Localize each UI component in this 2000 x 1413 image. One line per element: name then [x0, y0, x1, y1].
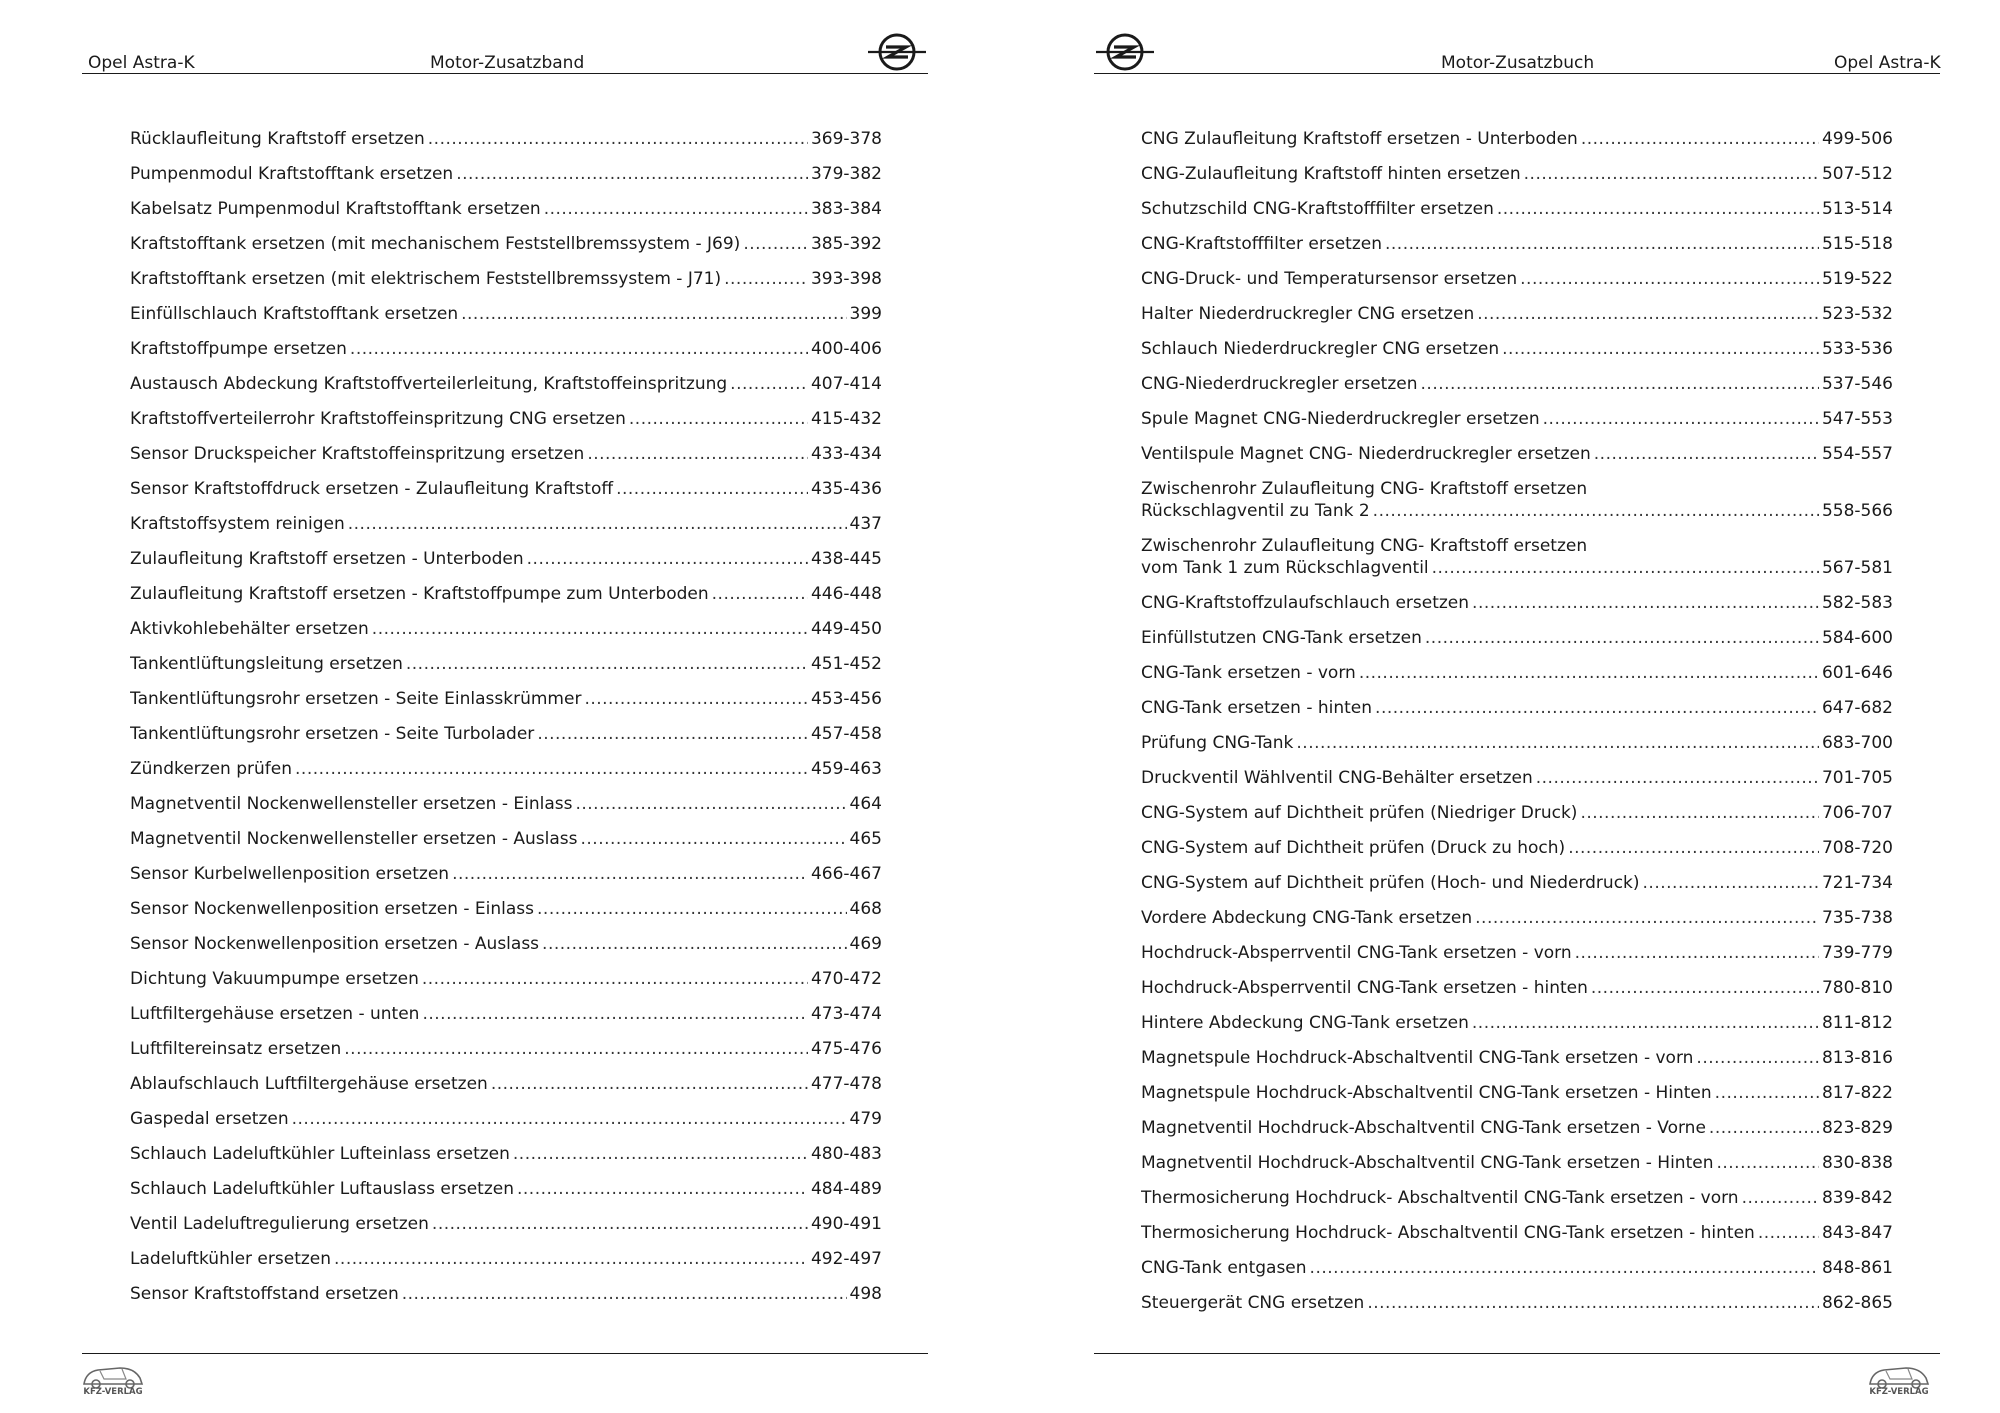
dot-leader	[1373, 500, 1819, 522]
toc-entry-title: Aktivkohlebehälter ersetzen	[130, 619, 369, 639]
toc-entry-pages: 817-822	[1821, 1083, 1893, 1103]
toc-entry-title: Magnetspule Hochdruck-Abschaltventil CNG-Tank ersetzen - vorn	[1141, 1048, 1694, 1068]
toc-list-left	[130, 128, 882, 1318]
toc-entry-title: Sensor Nockenwellenposition ersetzen - Einlass	[130, 899, 535, 919]
toc-entry[interactable]	[1141, 1152, 1893, 1174]
toc-entry[interactable]	[1141, 1187, 1893, 1209]
toc-entry-title: vom Tank 1 zum Rückschlagventil	[1141, 558, 1429, 578]
toc-entry-title: Austausch Abdeckung Kraftstoffverteilerleitung, Kraftstoffeinspritzung	[130, 374, 728, 394]
toc-entry-pages: 457-458	[810, 724, 882, 744]
dot-leader	[1502, 338, 1819, 360]
toc-entry-title: Sensor Kurbelwellenposition ersetzen	[130, 864, 450, 884]
toc-entry-pages: 582-583	[1821, 593, 1893, 613]
dot-leader	[537, 898, 847, 920]
dot-leader	[1296, 732, 1819, 754]
toc-entry-pages: 862-865	[1821, 1293, 1893, 1313]
toc-entry-pages: 490-491	[810, 1214, 882, 1234]
dot-leader	[1536, 767, 1819, 789]
toc-entry-pages: 393-398	[810, 269, 882, 289]
toc-entry-title: Luftfiltergehäuse ersetzen - unten	[130, 1004, 420, 1024]
dot-leader	[1716, 1152, 1819, 1174]
toc-entry[interactable]	[1141, 408, 1893, 430]
dot-leader	[1359, 662, 1819, 684]
toc-entry-title: Pumpenmodul Kraftstofftank ersetzen	[130, 164, 454, 184]
toc-entry-title: Kraftstofftank ersetzen (mit elektrischem Feststellbremssystem - J71)	[130, 269, 722, 289]
toc-entry[interactable]	[130, 583, 882, 605]
toc-entry-pages: 584-600	[1821, 628, 1893, 648]
dot-leader	[1520, 268, 1819, 290]
toc-entry[interactable]	[1141, 268, 1893, 290]
toc-entry[interactable]	[130, 478, 882, 500]
toc-entry[interactable]	[1141, 1117, 1893, 1139]
header-volume: Motor-Zusatzbuch	[1441, 53, 1595, 73]
dot-leader	[1643, 872, 1819, 894]
dot-leader	[1591, 977, 1819, 999]
dot-leader	[527, 548, 808, 570]
toc-entry-title: Kabelsatz Pumpenmodul Kraftstofftank ersetzen	[130, 199, 541, 219]
dot-leader	[1758, 1222, 1819, 1244]
toc-entry-title: Magnetventil Hochdruck-Abschaltventil CNG-Tank ersetzen - Vorne	[1141, 1118, 1706, 1138]
toc-entry[interactable]	[1141, 1292, 1893, 1314]
dot-leader	[1385, 233, 1819, 255]
toc-entry-title: Tankentlüftungsleitung ersetzen	[130, 654, 403, 674]
toc-entry-title-line1: Zwischenrohr Zulaufleitung CNG- Kraftstoff ersetzen	[1141, 536, 1588, 556]
toc-entry-pages: 533-536	[1821, 339, 1893, 359]
dot-leader	[295, 758, 808, 780]
toc-entry-pages: 830-838	[1821, 1153, 1893, 1173]
toc-entry-title: CNG-Zulaufleitung Kraftstoff hinten ersetzen	[1141, 164, 1521, 184]
dot-leader	[542, 933, 847, 955]
toc-entry-title: Prüfung CNG-Tank	[1141, 733, 1294, 753]
toc-entry[interactable]	[1141, 802, 1893, 824]
dot-leader	[491, 1073, 808, 1095]
toc-entry[interactable]	[130, 1283, 882, 1305]
dot-leader	[1524, 163, 1819, 185]
toc-entry[interactable]	[130, 828, 882, 850]
dot-leader	[1581, 128, 1819, 150]
toc-entry-title: Ventil Ladeluftregulierung ersetzen	[130, 1214, 429, 1234]
toc-entry-title: Magnetventil Nockenwellensteller ersetzen - Auslass	[130, 829, 578, 849]
toc-entry-title: Vordere Abdeckung CNG-Tank ersetzen	[1141, 908, 1473, 928]
toc-entry[interactable]	[130, 688, 882, 710]
toc-entry-title: CNG-System auf Dichtheit prüfen (Druck zu hoch)	[1141, 838, 1566, 858]
toc-entry[interactable]	[130, 1248, 882, 1270]
toc-entry-pages: 839-842	[1821, 1188, 1893, 1208]
dot-leader	[1475, 907, 1819, 929]
toc-entry[interactable]	[1141, 592, 1893, 614]
toc-entry-title: Schlauch Ladeluftkühler Lufteinlass ersetzen	[130, 1144, 510, 1164]
toc-entry-title: CNG-Tank ersetzen - hinten	[1141, 698, 1373, 718]
dot-leader	[1543, 408, 1819, 430]
toc-entry[interactable]	[130, 163, 882, 185]
kfz-verlag-logo-icon	[1864, 1358, 1934, 1398]
toc-entry-pages: 469	[849, 934, 882, 954]
header-rule	[1094, 73, 1940, 74]
toc-entry[interactable]	[1141, 767, 1893, 789]
toc-entry[interactable]	[130, 1003, 882, 1025]
dot-leader	[1568, 837, 1819, 859]
toc-entry-title: CNG-Druck- und Temperatursensor ersetzen	[1141, 269, 1518, 289]
toc-entry-title: Hochdruck-Absperrventil CNG-Tank ersetzen - hinten	[1141, 978, 1588, 998]
toc-entry-pages: 537-546	[1821, 374, 1893, 394]
toc-entry-pages: 399	[849, 304, 882, 324]
toc-entry[interactable]	[1141, 697, 1893, 719]
dot-leader	[1575, 942, 1819, 964]
toc-entry-title: CNG-Tank ersetzen - vorn	[1141, 663, 1356, 683]
toc-entry-pages: 400-406	[810, 339, 882, 359]
dot-leader	[402, 1283, 847, 1305]
toc-entry-pages: 558-566	[1821, 501, 1893, 521]
dot-leader	[1375, 697, 1819, 719]
toc-entry-pages: 465	[849, 829, 882, 849]
toc-entry-pages: 721-734	[1821, 873, 1893, 893]
publisher-name: KFZ-VERLAG	[83, 1387, 143, 1397]
toc-entry[interactable]	[130, 933, 882, 955]
toc-entry[interactable]	[130, 1178, 882, 1200]
toc-entry-pages: 484-489	[810, 1179, 882, 1199]
dot-leader	[334, 1248, 808, 1270]
toc-entry-title: Luftfiltereinsatz ersetzen	[130, 1039, 342, 1059]
dot-leader	[581, 828, 847, 850]
toc-entry-title: Zündkerzen prüfen	[130, 759, 293, 779]
toc-entry-title: CNG-Kraftstofffilter ersetzen	[1141, 234, 1382, 254]
toc-entry-pages: 513-514	[1821, 199, 1893, 219]
toc-entry-title: Rückschlagventil zu Tank 2	[1141, 501, 1370, 521]
opel-logo-icon	[866, 32, 928, 72]
toc-entry[interactable]	[1141, 128, 1893, 150]
toc-entry[interactable]	[130, 1073, 882, 1095]
toc-entry-pages: 547-553	[1821, 409, 1893, 429]
toc-entry-title: Kraftstofftank ersetzen (mit mechanischem Feststellbremssystem - J69)	[130, 234, 741, 254]
toc-entry[interactable]	[130, 863, 882, 885]
toc-entry[interactable]	[1141, 478, 1893, 522]
toc-entry[interactable]	[1141, 163, 1893, 185]
toc-entry-pages: 385-392	[810, 234, 882, 254]
toc-entry-pages: 475-476	[810, 1039, 882, 1059]
dot-leader	[1580, 802, 1819, 824]
toc-entry-pages: 468	[849, 899, 882, 919]
toc-entry-pages: 464	[849, 794, 882, 814]
toc-entry-pages: 813-816	[1821, 1048, 1893, 1068]
toc-entry[interactable]	[1141, 732, 1893, 754]
toc-entry-pages: 499-506	[1821, 129, 1893, 149]
dot-leader	[1472, 1012, 1819, 1034]
toc-entry-title: Sensor Kraftstoffstand ersetzen	[130, 1284, 399, 1304]
dot-leader	[372, 618, 808, 640]
toc-entry-pages: 780-810	[1821, 978, 1893, 998]
footer-rule	[1094, 1353, 1940, 1354]
toc-entry-pages: 480-483	[810, 1144, 882, 1164]
right-page	[1000, 0, 2000, 1413]
dot-leader	[513, 1143, 808, 1165]
toc-entry[interactable]	[130, 898, 882, 920]
toc-entry-pages: 449-450	[810, 619, 882, 639]
toc-entry-title: CNG-System auf Dichtheit prüfen (Niedriger Druck)	[1141, 803, 1578, 823]
toc-entry[interactable]	[130, 513, 882, 535]
toc-entry-pages: 459-463	[810, 759, 882, 779]
toc-entry[interactable]	[1141, 627, 1893, 649]
header-volume: Motor-Zusatzband	[430, 53, 585, 73]
dot-leader	[1497, 198, 1819, 220]
dot-leader	[348, 513, 847, 535]
toc-entry[interactable]	[1141, 198, 1893, 220]
toc-entry-title: Magnetventil Nockenwellensteller ersetzen - Einlass	[130, 794, 573, 814]
toc-entry[interactable]	[130, 1108, 882, 1130]
toc-entry[interactable]	[130, 968, 882, 990]
dot-leader	[350, 338, 808, 360]
toc-entry-title: Kraftstoffverteilerrohr Kraftstoffeinspritzung CNG ersetzen	[130, 409, 626, 429]
toc-entry-pages: 519-522	[1821, 269, 1893, 289]
toc-entry[interactable]	[130, 793, 882, 815]
dot-leader	[1421, 373, 1819, 395]
toc-entry[interactable]	[1141, 535, 1893, 579]
toc-entry[interactable]	[130, 723, 882, 745]
toc-entry[interactable]	[130, 1213, 882, 1235]
dot-leader	[629, 408, 808, 430]
toc-entry[interactable]	[1141, 338, 1893, 360]
toc-entry-title: Sensor Kraftstoffdruck ersetzen - Zulaufleitung Kraftstoff	[130, 479, 614, 499]
toc-entry-title: Kraftstoffsystem reinigen	[130, 514, 345, 534]
dot-leader	[1696, 1047, 1819, 1069]
toc-entry[interactable]	[130, 338, 882, 360]
kfz-verlag-logo-icon	[78, 1358, 148, 1398]
toc-entry-title: Einfüllschlauch Kraftstofftank ersetzen	[130, 304, 459, 324]
toc-entry[interactable]	[130, 408, 882, 430]
toc-entry-title: Spule Magnet CNG-Niederdruckregler ersetzen	[1141, 409, 1540, 429]
toc-entry[interactable]	[1141, 942, 1893, 964]
toc-entry-pages: 811-812	[1821, 1013, 1893, 1033]
dot-leader	[344, 1038, 808, 1060]
header-vehicle: Opel Astra-K	[88, 53, 195, 73]
dot-leader	[712, 583, 808, 605]
dot-leader	[587, 443, 808, 465]
dot-leader	[730, 373, 808, 395]
toc-entry-pages: 477-478	[810, 1074, 882, 1094]
toc-entry-title: Schutzschild CNG-Kraftstofffilter ersetzen	[1141, 199, 1494, 219]
toc-entry-pages: 433-434	[810, 444, 882, 464]
toc-entry-title: Tankentlüftungsrohr ersetzen - Seite Einlasskrümmer	[130, 689, 582, 709]
dot-leader	[743, 233, 808, 255]
toc-entry[interactable]	[130, 128, 882, 150]
dot-leader	[432, 1213, 808, 1235]
toc-entry-title: Thermosicherung Hochdruck- Abschaltventil CNG-Tank ersetzen - hinten	[1141, 1223, 1755, 1243]
toc-entry-title: Kraftstoffpumpe ersetzen	[130, 339, 347, 359]
dot-leader	[1367, 1292, 1819, 1314]
toc-entry-pages: 683-700	[1821, 733, 1893, 753]
toc-entry-title: Schlauch Ladeluftkühler Luftauslass ersetzen	[130, 1179, 514, 1199]
toc-entry-pages: 823-829	[1821, 1118, 1893, 1138]
toc-entry-pages: 515-518	[1821, 234, 1893, 254]
toc-entry-pages: 492-497	[810, 1249, 882, 1269]
toc-entry[interactable]	[1141, 977, 1893, 999]
toc-entry[interactable]	[1141, 233, 1893, 255]
toc-entry-pages: 415-432	[810, 409, 882, 429]
toc-entry-title: Halter Niederdruckregler CNG ersetzen	[1141, 304, 1475, 324]
toc-entry[interactable]	[130, 618, 882, 640]
toc-entry-pages: 701-705	[1821, 768, 1893, 788]
toc-entry-pages: 848-861	[1821, 1258, 1893, 1278]
toc-entry-pages: 647-682	[1821, 698, 1893, 718]
toc-entry-pages: 601-646	[1821, 663, 1893, 683]
toc-entry-title: Ladeluftkühler ersetzen	[130, 1249, 332, 1269]
toc-entry-title: Einfüllstutzen CNG-Tank ersetzen	[1141, 628, 1422, 648]
toc-entry-title: Magnetspule Hochdruck-Abschaltventil CNG-Tank ersetzen - Hinten	[1141, 1083, 1712, 1103]
toc-entry-title: Gaspedal ersetzen	[130, 1109, 289, 1129]
toc-entry[interactable]	[130, 1038, 882, 1060]
toc-entry[interactable]	[130, 198, 882, 220]
toc-entry-title: Schlauch Niederdruckregler CNG ersetzen	[1141, 339, 1500, 359]
toc-entry[interactable]	[130, 268, 882, 290]
toc-entry-title: CNG-Niederdruckregler ersetzen	[1141, 374, 1418, 394]
dot-leader	[1472, 592, 1819, 614]
toc-entry-pages: 473-474	[810, 1004, 882, 1024]
toc-entry[interactable]	[130, 303, 882, 325]
toc-entry-title: Thermosicherung Hochdruck- Abschaltventil CNG-Tank ersetzen - vorn	[1141, 1188, 1739, 1208]
toc-entry-title: CNG Zulaufleitung Kraftstoff ersetzen - Unterboden	[1141, 129, 1578, 149]
toc-entry-pages: 466-467	[810, 864, 882, 884]
toc-entry[interactable]	[1141, 1082, 1893, 1104]
toc-entry[interactable]	[1141, 1257, 1893, 1279]
toc-entry-pages: 739-779	[1821, 943, 1893, 963]
dot-leader	[428, 128, 808, 150]
toc-entry-pages: 567-581	[1821, 558, 1893, 578]
toc-entry-pages: 706-707	[1821, 803, 1893, 823]
toc-entry-title: Sensor Nockenwellenposition ersetzen - Auslass	[130, 934, 540, 954]
toc-entry-pages: 843-847	[1821, 1223, 1893, 1243]
toc-entry-title: Ablaufschlauch Luftfiltergehäuse ersetzen	[130, 1074, 488, 1094]
toc-entry-title: CNG-Kraftstoffzulaufschlauch ersetzen	[1141, 593, 1470, 613]
toc-entry-title: Hintere Abdeckung CNG-Tank ersetzen	[1141, 1013, 1469, 1033]
toc-entry[interactable]	[1141, 1047, 1893, 1069]
dot-leader	[406, 653, 808, 675]
dot-leader	[461, 303, 846, 325]
toc-entry-title: CNG-System auf Dichtheit prüfen (Hoch- und Niederdruck)	[1141, 873, 1640, 893]
dot-leader	[422, 968, 808, 990]
toc-entry-title-line1: Zwischenrohr Zulaufleitung CNG- Kraftstoff ersetzen	[1141, 479, 1588, 499]
toc-entry-title: Zulaufleitung Kraftstoff ersetzen - Unterboden	[130, 549, 524, 569]
toc-entry-pages: 453-456	[810, 689, 882, 709]
toc-entry-title: Sensor Druckspeicher Kraftstoffeinspritzung ersetzen	[130, 444, 585, 464]
toc-entry-pages: 470-472	[810, 969, 882, 989]
toc-entry-pages: 507-512	[1821, 164, 1893, 184]
dot-leader	[1594, 443, 1819, 465]
toc-entry-title: Druckventil Wählventil CNG-Behälter ersetzen	[1141, 768, 1533, 788]
toc-entry[interactable]	[130, 443, 882, 465]
toc-entry[interactable]	[1141, 373, 1893, 395]
header-vehicle: Opel Astra-K	[1834, 53, 1941, 73]
dot-leader	[1432, 557, 1819, 579]
dot-leader	[537, 723, 808, 745]
toc-entry-title: Hochdruck-Absperrventil CNG-Tank ersetzen - vorn	[1141, 943, 1572, 963]
toc-entry-pages: 379-382	[810, 164, 882, 184]
dot-leader	[456, 163, 808, 185]
toc-entry-title: Steuergerät CNG ersetzen	[1141, 1293, 1365, 1313]
dot-leader	[1709, 1117, 1819, 1139]
toc-entry-title: Dichtung Vakuumpumpe ersetzen	[130, 969, 419, 989]
dot-leader	[724, 268, 808, 290]
toc-entry-pages: 369-378	[810, 129, 882, 149]
toc-entry[interactable]	[1141, 872, 1893, 894]
toc-entry-pages: 438-445	[810, 549, 882, 569]
toc-entry-title: CNG-Tank entgasen	[1141, 1258, 1307, 1278]
dot-leader	[1715, 1082, 1819, 1104]
toc-entry[interactable]	[1141, 662, 1893, 684]
toc-entry-title: Zulaufleitung Kraftstoff ersetzen - Kraftstoffpumpe zum Unterboden	[130, 584, 709, 604]
toc-entry-pages: 435-436	[810, 479, 882, 499]
dot-leader	[1310, 1257, 1819, 1279]
dot-leader	[544, 198, 808, 220]
publisher-name: KFZ-VERLAG	[1869, 1387, 1929, 1397]
dot-leader	[1477, 303, 1819, 325]
toc-entry[interactable]	[130, 373, 882, 395]
toc-entry-pages: 708-720	[1821, 838, 1893, 858]
toc-entry-title: Magnetventil Hochdruck-Abschaltventil CNG-Tank ersetzen - Hinten	[1141, 1153, 1714, 1173]
toc-entry-pages: 498	[849, 1284, 882, 1304]
toc-entry-pages: 407-414	[810, 374, 882, 394]
toc-entry-pages: 383-384	[810, 199, 882, 219]
toc-list-right	[1141, 128, 1893, 1327]
toc-entry-title: Tankentlüftungsrohr ersetzen - Seite Turbolader	[130, 724, 535, 744]
toc-entry[interactable]	[130, 233, 882, 255]
toc-entry-pages: 554-557	[1821, 444, 1893, 464]
toc-entry[interactable]	[1141, 443, 1893, 465]
toc-entry-pages: 446-448	[810, 584, 882, 604]
toc-entry[interactable]	[1141, 303, 1893, 325]
dot-leader	[616, 478, 808, 500]
opel-logo-icon	[1094, 32, 1156, 72]
dot-leader	[452, 863, 808, 885]
dot-leader	[584, 688, 808, 710]
toc-entry-title: Rücklaufleitung Kraftstoff ersetzen	[130, 129, 425, 149]
dot-leader	[517, 1178, 808, 1200]
toc-entry-pages: 479	[849, 1109, 882, 1129]
dot-leader	[1742, 1187, 1819, 1209]
footer-rule	[82, 1353, 928, 1354]
toc-entry-pages: 735-738	[1821, 908, 1893, 928]
toc-entry[interactable]	[1141, 1222, 1893, 1244]
toc-entry-title: Ventilspule Magnet CNG- Niederdruckregler ersetzen	[1141, 444, 1591, 464]
toc-entry[interactable]	[130, 1143, 882, 1165]
dot-leader	[422, 1003, 808, 1025]
dot-leader	[1425, 627, 1819, 649]
toc-entry[interactable]	[1141, 1012, 1893, 1034]
toc-entry-pages: 523-532	[1821, 304, 1893, 324]
toc-entry-pages: 451-452	[810, 654, 882, 674]
toc-entry[interactable]	[1141, 907, 1893, 929]
toc-entry[interactable]	[130, 758, 882, 780]
header-rule	[82, 73, 928, 74]
toc-entry[interactable]	[130, 548, 882, 570]
toc-entry[interactable]	[130, 653, 882, 675]
toc-entry-pages: 437	[849, 514, 882, 534]
toc-entry[interactable]	[1141, 837, 1893, 859]
dot-leader	[575, 793, 846, 815]
dot-leader	[292, 1108, 847, 1130]
